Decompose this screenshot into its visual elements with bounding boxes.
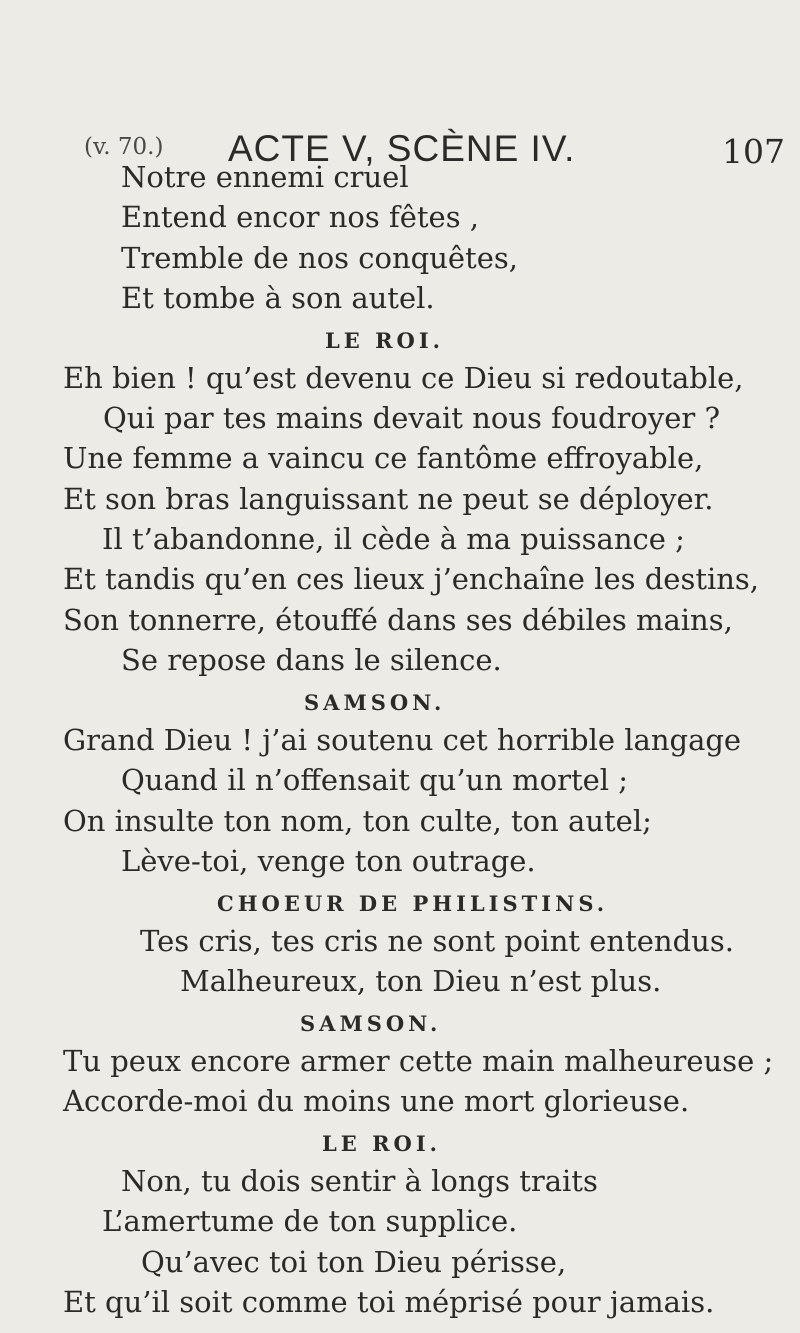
verse-line: Malheureux, ton Dieu n’est plus. [180, 964, 662, 998]
verse-line: Eh bien ! qu’est devenu ce Dieu si redoutable, [63, 361, 744, 395]
verse-line: Se repose dans le silence. [121, 643, 502, 677]
speaker-name: LE ROI. [322, 1131, 441, 1156]
verse-line: Et qu’il soit comme toi méprisé pour jamais. [63, 1285, 715, 1319]
verse-line: Entend encor nos fêtes , [121, 200, 480, 234]
verse-line: Lève-toi, venge ton outrage. [121, 844, 536, 878]
page-number: 107 [722, 132, 785, 171]
verse-reference: (v. 70.) [84, 134, 164, 160]
verse-line: Il t’abandonne, il cède à ma puissance ; [102, 522, 685, 556]
verse-line: Quand il n’offensait qu’un mortel ; [121, 763, 629, 797]
verse-line: Non, tu dois sentir à longs traits [121, 1164, 598, 1198]
verse-line: Tremble de nos conquêtes, [121, 241, 518, 275]
verse-line: Notre ennemi cruel [121, 160, 409, 194]
act-scene-title: ACTE V, SCÈNE IV. [228, 128, 576, 169]
verse-line: Et tombe à son autel. [121, 281, 435, 315]
speaker-name: CHOEUR DE PHILISTINS. [217, 891, 609, 916]
verse-line: Une femme a vaincu ce fantôme effroyable, [63, 441, 704, 475]
verse-line: L’amertume de ton supplice. [102, 1204, 518, 1238]
speaker-name: LE ROI. [325, 328, 444, 353]
verse-line: Tes cris, tes cris ne sont point entendus. [140, 924, 734, 958]
verse-line: On insulte ton nom, ton culte, ton autel; [63, 804, 652, 838]
verse-line: Grand Dieu ! j’ai soutenu cet horrible langage [63, 723, 742, 757]
verse-line: Qui par tes mains devait nous foudroyer ? [103, 401, 721, 435]
speaker-name: SAMSON. [300, 1011, 442, 1036]
verse-line: Et son bras languissant ne peut se déployer. [63, 482, 714, 516]
verse-line: Et tandis qu’en ces lieux j’enchaîne les destins, [63, 562, 760, 596]
verse-line: Son tonnerre, étouffé dans ses débiles mains, [63, 603, 733, 637]
speaker-name: SAMSON. [304, 690, 446, 715]
verse-line: Accorde-moi du moins une mort glorieuse. [63, 1084, 690, 1118]
verse-line: Qu’avec toi ton Dieu périsse, [141, 1245, 567, 1279]
verse-line: Tu peux encore armer cette main malheureuse ; [63, 1044, 774, 1078]
